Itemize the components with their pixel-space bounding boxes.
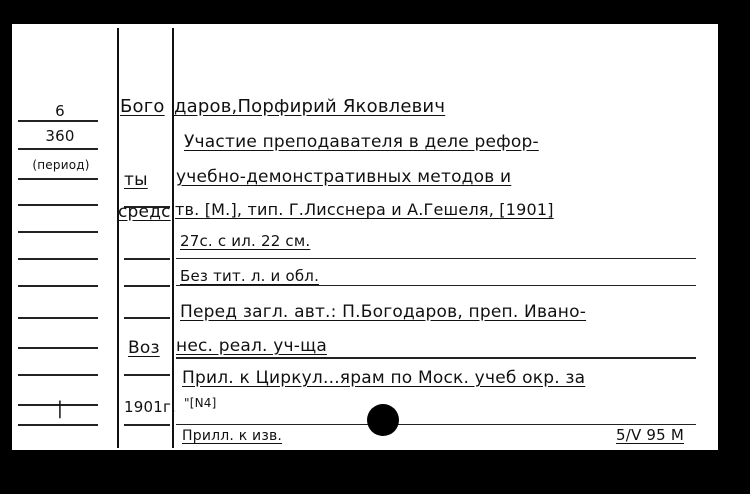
note-school: нес. реал. уч-ща bbox=[176, 336, 327, 356]
bottom-label: Прилл. к изв. bbox=[182, 428, 283, 444]
material-type-label: (период) bbox=[32, 158, 90, 172]
middle-rule bbox=[124, 317, 170, 319]
main-rule bbox=[176, 258, 696, 259]
card-number: 6 bbox=[55, 102, 65, 120]
left-rule bbox=[18, 231, 98, 233]
left-rule bbox=[18, 285, 98, 287]
left-rule bbox=[18, 347, 98, 349]
left-rule bbox=[18, 148, 98, 150]
title-fragment-sreds: средс bbox=[118, 202, 171, 222]
year-fragment: 1901г. bbox=[124, 398, 177, 416]
column-divider-main bbox=[172, 28, 174, 448]
ink-blot bbox=[367, 404, 399, 436]
main-rule bbox=[176, 424, 696, 425]
column-divider-left bbox=[117, 28, 119, 448]
left-rule bbox=[18, 374, 98, 376]
appendix-number: "[N4] bbox=[184, 396, 217, 410]
middle-rule bbox=[124, 374, 170, 376]
note-no-title: Без тит. л. и обл. bbox=[180, 267, 320, 285]
publication-info: тв. [М.], тип. Г.Лисснера и А.Гешеля, [1901] bbox=[175, 200, 554, 219]
date-stamp: 5/V 95 М bbox=[616, 426, 685, 444]
author-heading: даров,Порфирий Яковлевич bbox=[174, 96, 446, 117]
title-fragment-ty: ты bbox=[124, 170, 148, 190]
main-rule bbox=[176, 285, 696, 286]
middle-rule bbox=[124, 424, 170, 426]
title-fragment-voz: Воз bbox=[128, 338, 160, 358]
left-mark: | bbox=[56, 398, 64, 419]
catalog-card bbox=[12, 24, 718, 450]
classification-code: 360 bbox=[45, 127, 75, 145]
left-rule bbox=[18, 204, 98, 206]
left-rule bbox=[18, 258, 98, 260]
pagination: 27с. с ил. 22 см. bbox=[180, 232, 311, 250]
middle-rule bbox=[124, 285, 170, 287]
title-line-2: учебно-демонстративных методов и bbox=[176, 167, 512, 187]
main-rule bbox=[176, 357, 696, 359]
note-author-statement: Перед загл. авт.: П.Богодаров, преп. Ивано- bbox=[180, 302, 587, 322]
left-rule bbox=[18, 178, 98, 180]
left-rule bbox=[18, 317, 98, 319]
note-appendix: Прил. к Циркул...ярам по Моск. учеб окр. за bbox=[182, 368, 586, 388]
left-rule bbox=[18, 424, 98, 426]
left-rule bbox=[18, 120, 98, 122]
author-prefix: Бого bbox=[120, 96, 165, 117]
middle-rule bbox=[124, 258, 170, 260]
title-line-1: Участие преподавателя в деле рефор- bbox=[184, 132, 539, 152]
